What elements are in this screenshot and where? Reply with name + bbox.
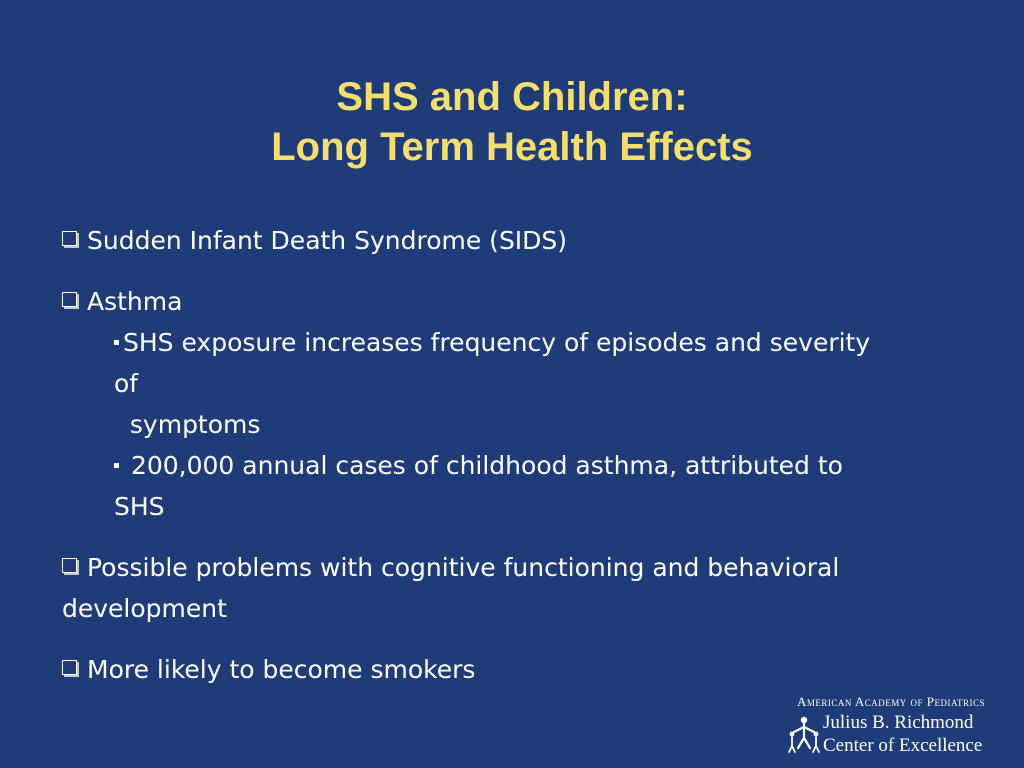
- bullet-list: [62, 220, 952, 710]
- bullet-text: Asthma: [87, 287, 183, 316]
- checkbox-square-icon: [62, 292, 77, 307]
- aap-logo: [780, 690, 1005, 760]
- bullet-text: Sudden Infant Death Syndrome (SIDS): [87, 226, 568, 255]
- sub-bullet-text: 200,000 annual cases of childhood asthma, attributed to: [123, 451, 843, 480]
- sub-bullet-text: SHS exposure increases frequency of episodes and severity: [123, 328, 871, 357]
- sub-bullet-list: [114, 322, 944, 527]
- bullet-item-smokers: [62, 649, 952, 690]
- bullet-item-cognitive: [62, 547, 952, 629]
- checkbox-square-icon: [62, 660, 77, 675]
- sub-bullet-line: SHS: [114, 492, 165, 521]
- sub-bullet-line: symptoms: [114, 410, 261, 439]
- slide-title-line-1: SHS and Children:: [336, 75, 688, 119]
- checkbox-square-icon: [62, 231, 77, 246]
- bullet-text: More likely to become smokers: [87, 655, 476, 684]
- logo-line-2: Center of Excellence: [823, 735, 983, 756]
- slide-title: [0, 72, 1024, 172]
- logo-line-1: Julius B. Richmond: [823, 712, 974, 733]
- sub-bullet-line: [114, 322, 944, 363]
- sub-bullet-line: [114, 445, 944, 486]
- small-square-icon: [114, 463, 119, 468]
- bullet-item-asthma: [62, 281, 952, 527]
- bullet-item-sids: [62, 220, 952, 261]
- slide-title-line-2: Long Term Health Effects: [271, 125, 753, 169]
- sub-bullet-line: of: [114, 369, 139, 398]
- checkbox-square-icon: [62, 558, 77, 573]
- small-square-icon: [114, 340, 119, 345]
- logo-org-name: American Academy of Pediatrics: [796, 694, 985, 709]
- bullet-text: Possible problems with cognitive functioning and behavioral development: [62, 553, 840, 623]
- family-figures-icon: [786, 714, 822, 754]
